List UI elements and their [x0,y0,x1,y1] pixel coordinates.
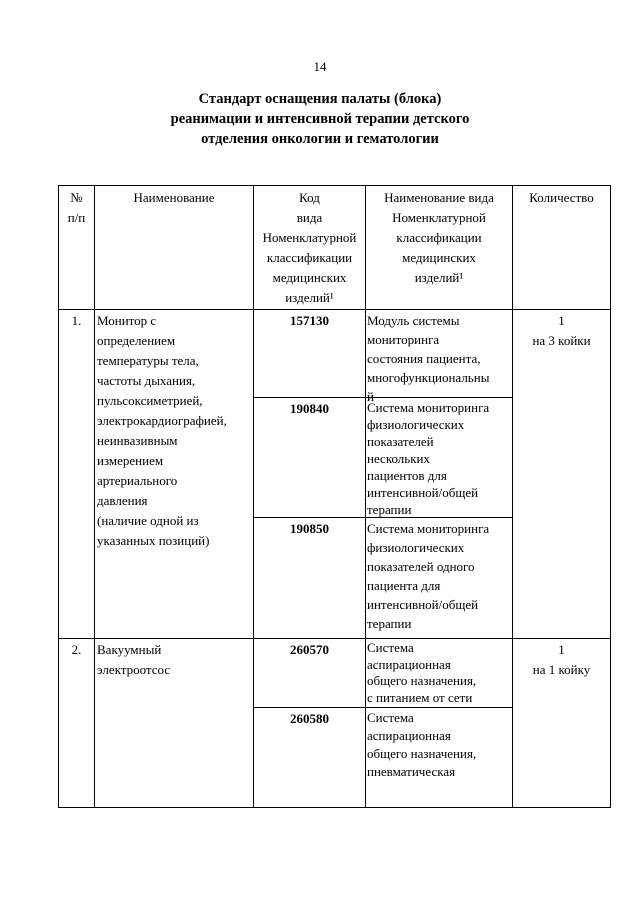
header-name-line: Наименование [133,190,215,205]
page-number: 14 [313,59,327,74]
kind-line: пациента для [367,578,441,593]
kind-line: пневматическая [367,764,456,779]
name-line: пульсоксиметрией, [97,393,203,408]
header-code-line: Номенклатурной [262,230,357,245]
kind-line: аспирационная [367,728,451,743]
header-code-line: изделий¹ [285,290,334,305]
name-line: измерением [97,453,164,468]
table-border-right [610,185,611,808]
name-line: частоты дыхания, [97,373,196,388]
row-1-item-3-code [254,519,365,539]
header-code-line: классификации [266,250,353,265]
header-kind-line: изделий¹ [414,270,464,285]
title-line-3: отделения онкологии и гематологии [201,131,439,147]
row-2-item-2-code [254,709,365,729]
row-1-qty [513,311,610,351]
header-num [59,188,94,228]
kind-line: с питанием от сети [367,689,473,705]
name-line: определением [97,333,176,348]
kind-line: Система [367,710,414,725]
row-num-text: 2. [71,642,82,657]
kind-line: физиологических [367,417,465,432]
header-code-line: Код [299,190,320,205]
document-title [0,89,640,149]
kind-line: многофункциональны [367,370,490,385]
kind-line: пациентов для [367,468,447,483]
name-line: Вакуумный [97,642,162,657]
col-divider-1 [94,185,95,808]
code-text: 190850 [290,521,329,536]
row-2-item-1-kind [367,640,512,706]
header-name [95,188,253,208]
name-line: Монитор с [97,313,157,328]
row-2-qty [513,640,610,680]
code-text: 157130 [290,313,329,328]
header-num-line: № [70,190,83,205]
kind-line: интенсивной/общей [367,485,479,500]
kind-line: общего назначения, [367,746,477,761]
name-line: электроотсос [97,662,171,677]
table-border-left [58,185,59,808]
name-line: электрокардиографией, [97,413,227,428]
kind-line: аспирационная [367,656,451,672]
name-line: неинвазивным [97,433,178,448]
row-2-num [59,640,94,660]
name-line: давления [97,493,148,508]
kind-line: Система мониторинга [367,400,490,415]
kind-line: физиологических [367,540,465,555]
row-2-sub-line-1 [253,707,512,708]
header-code-line: медицинских [272,270,347,285]
header-qty [513,188,610,208]
name-line: указанных позиций) [97,533,210,548]
row-1-item-2-code [254,399,365,419]
qty-line: 1 [558,642,565,657]
header-num-line: п/п [67,210,86,225]
header-kind-line: Наименование вида [384,190,494,205]
kind-line: Система [367,640,414,655]
kind-line: Система мониторинга [367,521,490,536]
name-line: (наличие одной из [97,513,199,528]
header-code [254,188,365,308]
row-1-name [97,311,253,551]
row-2-name [97,640,253,680]
header-kind-line: медицинских [402,250,476,265]
kind-line: интенсивной/общей [367,597,479,612]
kind-line: мониторинга [367,332,440,347]
header-qty-line: Количество [529,190,594,205]
table-border-top [58,185,611,186]
kind-line: терапии [367,502,412,517]
kind-line: показателей [367,434,434,449]
qty-line: 1 [558,313,565,328]
kind-line: показателей одного [367,559,475,574]
code-text: 190840 [290,401,329,416]
code-text: 260580 [290,711,329,726]
row-1-item-1-kind [367,311,512,406]
row-2-item-1-code [254,640,365,660]
row-1-item-2-kind [367,399,512,518]
header-kind-line: Номенклатурной [392,210,486,225]
row-1-num [59,311,94,331]
kind-line: терапии [367,616,412,631]
equipment-table [58,185,611,808]
row-2-item-2-kind [367,709,512,781]
code-text: 260570 [290,642,329,657]
kind-line: й [367,389,374,404]
qty-line: на 1 койку [532,662,591,677]
header-bottom-line [58,309,611,310]
row-1-item-1-code [254,311,365,331]
header-code-line: вида [296,210,323,225]
name-line: температуры тела, [97,353,199,368]
title-line-2: реанимации и интенсивной терапии детского [170,111,470,127]
qty-line: на 3 койки [532,333,591,348]
row-num-text: 1. [71,313,82,328]
kind-line: Модуль системы [367,313,460,328]
row-separator [58,638,611,639]
kind-line: нескольких [367,451,430,466]
col-divider-4 [512,185,513,808]
name-line: артериального [97,473,178,488]
header-kind [366,188,512,288]
table-border-bottom [58,807,611,808]
row-1-item-3-kind [367,519,512,633]
kind-line: состояния пациента, [367,351,481,366]
header-kind-line: классификации [396,230,482,245]
kind-line: общего назначения, [367,673,477,688]
title-line-1: Стандарт оснащения палаты (блока) [198,91,442,107]
